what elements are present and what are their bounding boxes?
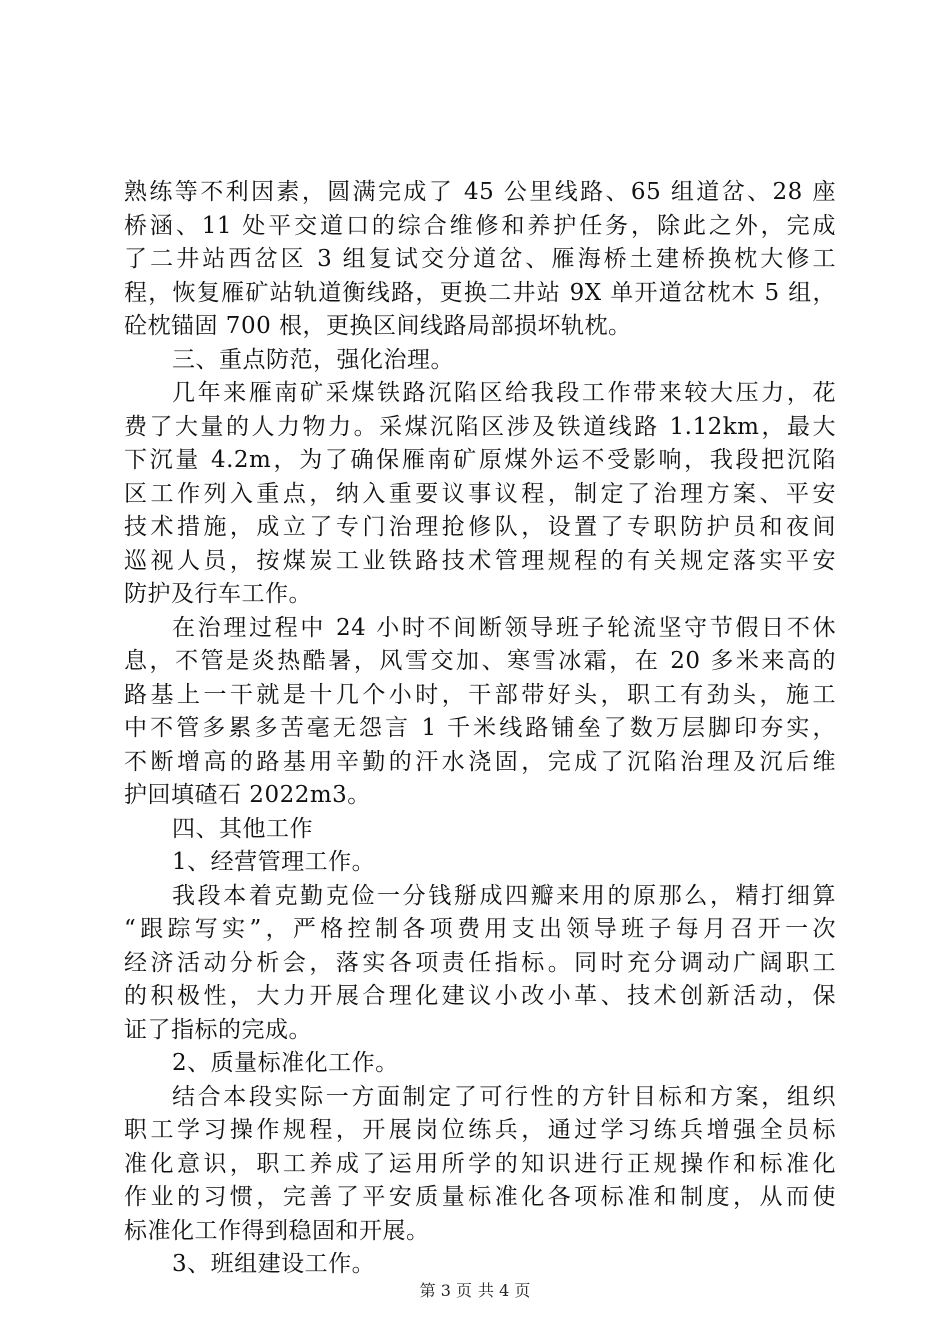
- paragraph: [124, 176, 836, 344]
- text-line: 了二井站西岔区 3 组复试交分道岔、雁海桥土建桥换枕大修工: [124, 246, 836, 272]
- text-line: 不断增高的路基用辛勤的汗水浇固，完成了沉陷治理及沉后维: [124, 748, 836, 775]
- text-line: 在治理过程中 24 小时不间断领导班子轮流坚守节假日不休: [172, 614, 836, 641]
- paragraph: [124, 880, 836, 1048]
- text-line: 桥涵、11 处平交道口的综合维修和养护任务，除此之外，完成: [124, 212, 836, 239]
- text-line: 我段本着克勤克俭一分钱掰成四瓣来用的原那么，精打细算: [172, 882, 836, 909]
- heading-text: 2、质量标准化工作。: [172, 1050, 399, 1076]
- text-line: 防护及行车工作。: [124, 581, 312, 607]
- subsection-heading: [124, 1248, 836, 1282]
- paragraph: [124, 612, 836, 813]
- text-line: 护回填碴石 2022m3。: [124, 782, 371, 808]
- text-line: 区工作列入重点，纳入重要议事议程，制定了治理方案、平安: [124, 480, 836, 507]
- subsection-heading: [124, 846, 836, 880]
- heading-text: 三、重点防范，强化治理。: [172, 346, 454, 373]
- text-line: 职工学习操作规程，开展岗位练兵，通过学习练兵增强全员标: [124, 1117, 836, 1143]
- text-line: 证了指标的完成。: [124, 1016, 312, 1043]
- section-heading: [124, 813, 836, 847]
- text-line: 几年来雁南矿采煤铁路沉陷区给我段工作带来较大压力，花: [172, 380, 836, 406]
- text-line: 路基上一干就是十几个小时，干部带好头，职工有劲头，施工: [124, 681, 836, 708]
- text-line: 准化意识，职工养成了运用所学的知识进行正规操作和标准化: [124, 1150, 836, 1177]
- text-line: 息，不管是炎热酷暑，风雪交加、寒雪冰霜，在 20 多米来高的: [124, 648, 836, 674]
- text-line: 下沉量 4.2m，为了确保雁南矿原煤外运不受影响，我段把沉陷: [124, 447, 836, 473]
- text-line: 程，恢复雁矿站轨道衡线路，更换二井站 9X 单开道岔枕木 5 组，: [124, 279, 836, 306]
- subsection-heading: [124, 1047, 836, 1081]
- paragraph: [124, 1081, 836, 1249]
- page-footer: [0, 1281, 950, 1301]
- text-line: 中不管多累多苦毫无怨言 1 千米线路铺垒了数万层脚印夯实，: [124, 715, 836, 741]
- text-line: 技术措施，成立了专门治理抢修队，设置了专职防护员和夜间: [124, 514, 836, 540]
- paragraph: [124, 377, 836, 612]
- text-line: 费了大量的人力物力。采煤沉陷区涉及铁道线路 1.12km，最大: [124, 413, 836, 440]
- text-line: 砼枕锚固 700 根，更换区间线路局部损坏轨枕。: [124, 313, 632, 339]
- text-line: 的积极性，大力开展合理化建议小改小革、技术创新活动，保: [124, 983, 836, 1009]
- heading-text: 3、班组建设工作。: [172, 1251, 376, 1277]
- text-line: 结合本段实际一方面制定了可行性的方针目标和方案，组织: [172, 1083, 836, 1110]
- text-line: “跟踪写实”，严格控制各项费用支出领导班子每月召开一次: [124, 916, 836, 942]
- heading-text: 1、经营管理工作。: [172, 849, 376, 875]
- text-line: 标准化工作得到稳固和开展。: [124, 1217, 430, 1244]
- page-total: 共 4 页: [478, 1281, 531, 1300]
- text-line: 作业的习惯，完善了平安质量标准化各项标准和制度，从而使: [124, 1184, 836, 1210]
- section-heading: [124, 344, 836, 378]
- text-line: 经济活动分析会，落实各项责任指标。同时充分调动广阔职工: [124, 949, 836, 976]
- text-line: 巡视人员，按煤炭工业铁路技术管理规程的有关规定落实平安: [124, 547, 836, 574]
- heading-text: 四、其他工作: [172, 815, 313, 842]
- text-line: 熟练等不利因素，圆满完成了 45 公里线路、65 组道岔、28 座: [124, 179, 836, 205]
- page-number: 第 3 页: [419, 1281, 472, 1300]
- document-body: [124, 176, 836, 1282]
